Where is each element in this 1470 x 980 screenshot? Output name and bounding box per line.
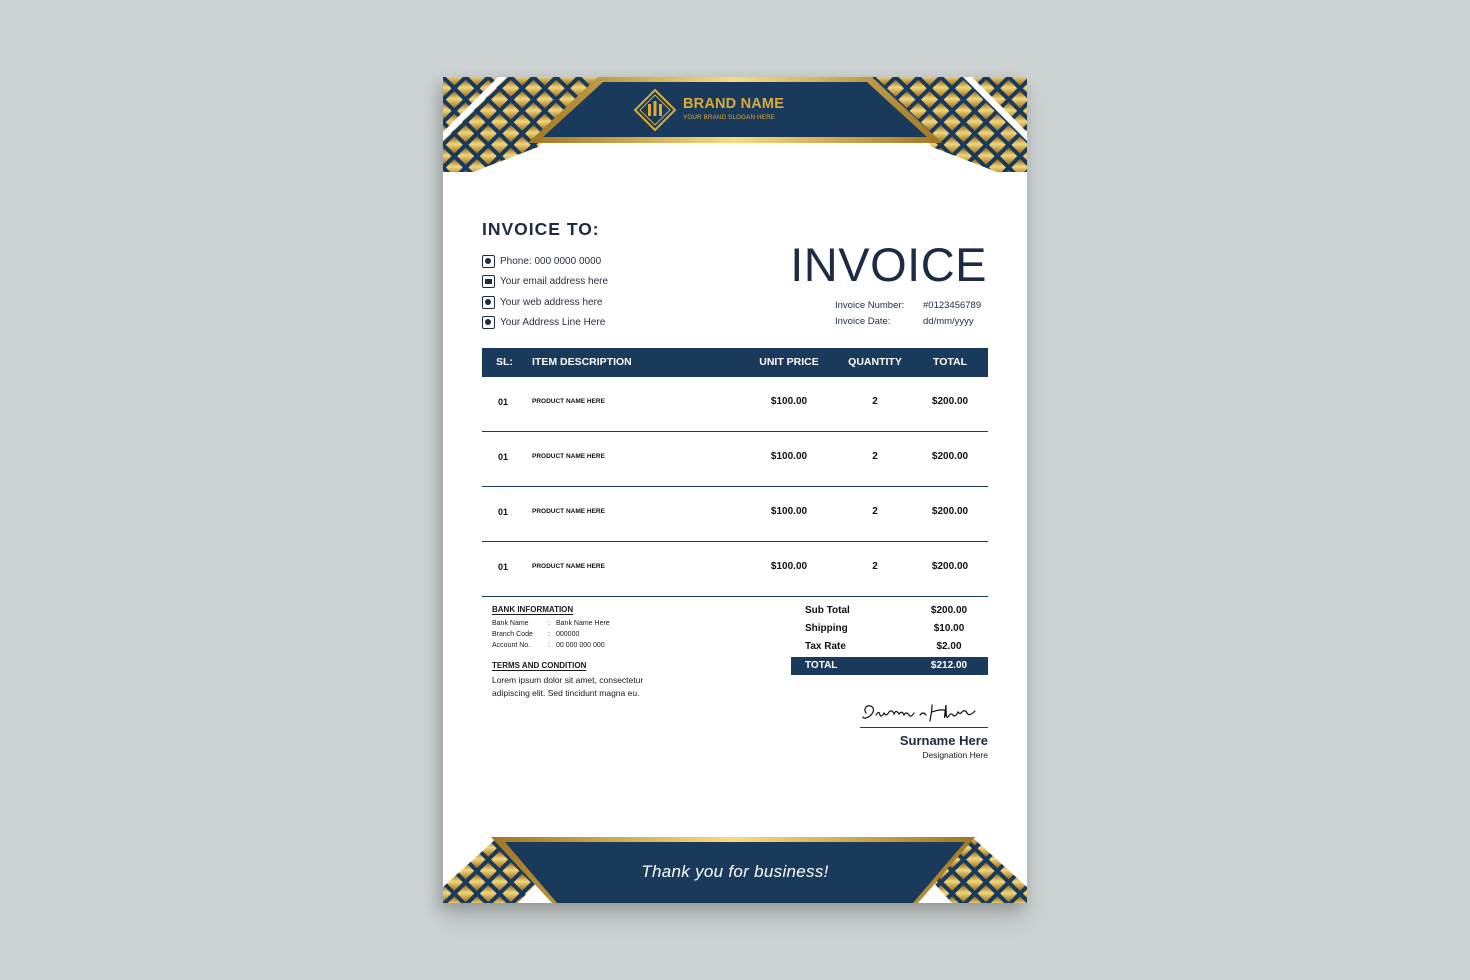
contact-text: Your Address Line Here	[500, 317, 606, 329]
invoice-title: INVOICE	[790, 238, 987, 291]
row-quantity: 2	[872, 451, 878, 462]
thank-you-message: Thank you for business!	[641, 862, 829, 881]
row-sl: 01	[498, 452, 509, 462]
row-quantity: 2	[872, 561, 878, 572]
row-sl: 01	[498, 507, 509, 517]
invoice-number-label: Invoice Number:	[835, 299, 905, 311]
header-sl: SL:	[496, 356, 513, 368]
handwritten-signature	[860, 697, 988, 727]
bank-value: 00 000 000 000	[556, 642, 605, 649]
row-quantity: 2	[872, 396, 878, 407]
signature-block	[860, 697, 988, 760]
bank-separator: :	[548, 642, 550, 649]
contact-address	[482, 313, 608, 334]
row-total: $200.00	[931, 451, 969, 462]
header-unit-price: UNIT PRICE	[759, 356, 819, 368]
subtotal-row	[791, 602, 988, 620]
bank-heading: BANK INFORMATION	[492, 605, 574, 614]
totals-summary	[791, 602, 988, 675]
signature-name: Surname Here	[899, 733, 988, 748]
row-quantity: 2	[872, 506, 878, 517]
grand-total-label: TOTAL	[805, 660, 838, 671]
table-row	[482, 432, 988, 487]
terms-heading: TERMS AND CONDITION	[492, 661, 587, 670]
contact-text: Phone: 000 0000 0000	[500, 255, 602, 267]
header-description: ITEM DESCRIPTION	[532, 356, 632, 368]
bank-information	[492, 605, 610, 651]
row-unit-price: $100.00	[770, 396, 808, 407]
row-sl: 01	[498, 397, 509, 407]
terms-and-condition	[492, 661, 672, 700]
phone-icon	[482, 255, 495, 268]
contact-list	[482, 251, 608, 333]
tax-row	[791, 638, 988, 656]
row-unit-price: $100.00	[770, 506, 808, 517]
invoice-meta	[835, 297, 981, 329]
invoice-date-value: dd/mm/yyyy	[923, 315, 974, 327]
row-description: PRODUCT NAME HERE	[532, 508, 605, 515]
contact-text: Your email address here	[500, 276, 609, 288]
bank-separator: :	[548, 620, 550, 627]
totals-value: $10.00	[933, 623, 965, 634]
row-description: PRODUCT NAME HERE	[532, 453, 605, 460]
totals-value: $2.00	[936, 641, 962, 652]
shipping-row	[791, 620, 988, 638]
bank-row	[492, 618, 610, 629]
totals-label: Tax Rate	[805, 641, 846, 652]
bank-row	[492, 629, 610, 640]
bank-label: Account No.	[492, 642, 531, 649]
items-table-header	[482, 348, 988, 377]
bank-separator: :	[548, 631, 550, 638]
invoice-page	[443, 77, 1027, 903]
table-row	[482, 542, 988, 597]
brand-mark-icon	[633, 88, 677, 132]
terms-text: Lorem ipsum dolor sit amet, consectetur adipiscing elit. Sed tincidunt magna eu.	[492, 675, 644, 698]
row-description: PRODUCT NAME HERE	[532, 398, 605, 405]
row-total: $200.00	[931, 396, 969, 407]
table-row	[482, 377, 988, 432]
totals-value: $200.00	[930, 605, 968, 616]
brand-slogan: YOUR BRAND SLOGAN HERE	[683, 114, 776, 121]
brand-name: BRAND NAME	[683, 96, 785, 112]
header-quantity: QUANTITY	[848, 356, 902, 368]
row-unit-price: $100.00	[770, 561, 808, 572]
row-description: PRODUCT NAME HERE	[532, 563, 605, 570]
table-row	[482, 487, 988, 542]
brand-logo	[633, 87, 833, 135]
row-unit-price: $100.00	[770, 451, 808, 462]
totals-label: Sub Total	[805, 605, 850, 616]
invoice-number-row	[835, 297, 981, 313]
row-total: $200.00	[931, 561, 969, 572]
row-total: $200.00	[931, 506, 969, 517]
email-icon	[482, 275, 495, 288]
contact-phone	[482, 251, 608, 272]
header-total: TOTAL	[932, 356, 968, 368]
bank-row	[492, 640, 610, 651]
bank-value: Bank Name Here	[556, 620, 610, 627]
invoice-number-value: #0123456789	[923, 299, 982, 311]
contact-text: Your web address here	[500, 296, 603, 308]
signature-designation: Designation Here	[922, 750, 988, 760]
invoice-date-row	[835, 313, 981, 329]
bank-label: Branch Code	[492, 631, 533, 638]
grand-total-row	[791, 657, 988, 675]
globe-icon	[482, 296, 495, 309]
bank-value: 000000	[556, 631, 580, 638]
contact-web	[482, 292, 608, 313]
signature-line	[860, 727, 988, 728]
row-sl: 01	[498, 562, 509, 572]
contact-email	[482, 272, 608, 293]
totals-label: Shipping	[805, 623, 848, 634]
grand-total-value: $212.00	[930, 660, 968, 671]
invoice-to-heading: INVOICE TO:	[482, 219, 600, 239]
invoice-date-label: Invoice Date:	[835, 315, 891, 327]
bank-label: Bank Name	[492, 620, 529, 627]
location-pin-icon	[482, 316, 495, 329]
